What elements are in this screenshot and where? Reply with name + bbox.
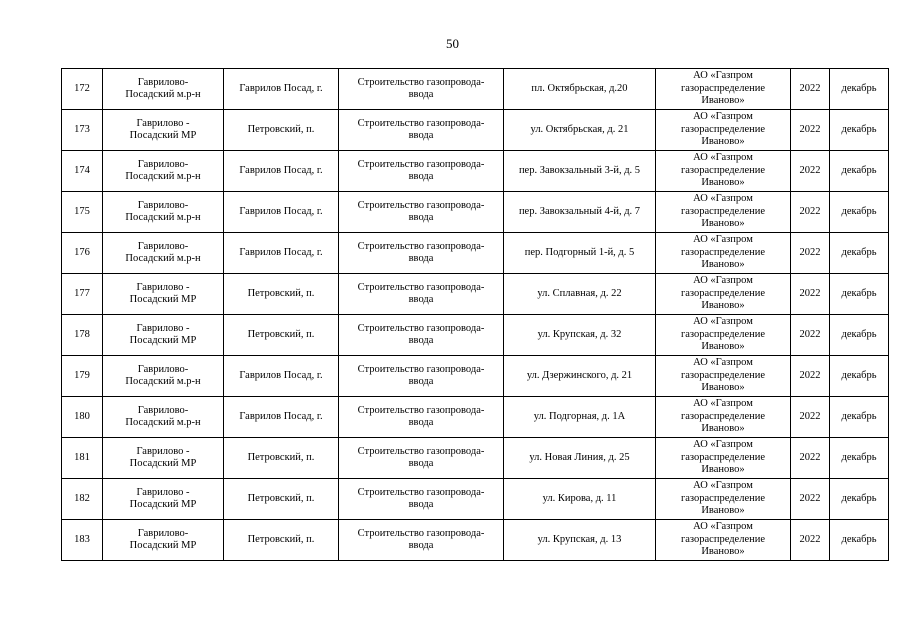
work-type-cell: Строительство газопровода- ввода: [339, 356, 504, 397]
municipality-cell: Гаврилово - Посадский МР: [103, 274, 224, 315]
row-number-cell: 172: [62, 69, 103, 110]
address-cell: пл. Октябрьская, д.20: [504, 69, 656, 110]
month-cell: декабрь: [830, 69, 889, 110]
organization-cell: АО «Газпром газораспределение Иваново»: [656, 192, 791, 233]
municipality-cell: Гаврилово- Посадский МР: [103, 520, 224, 561]
municipality-cell: Гаврилово - Посадский МР: [103, 110, 224, 151]
row-number-cell: 175: [62, 192, 103, 233]
locality-cell: Гаврилов Посад, г.: [224, 233, 339, 274]
municipality-cell: Гаврилово- Посадский м.р-н: [103, 69, 224, 110]
municipality-cell: Гаврилово- Посадский м.р-н: [103, 192, 224, 233]
work-type-cell: Строительство газопровода- ввода: [339, 69, 504, 110]
address-cell: ул. Сплавная, д. 22: [504, 274, 656, 315]
year-cell: 2022: [791, 151, 830, 192]
month-cell: декабрь: [830, 192, 889, 233]
locality-cell: Гаврилов Посад, г.: [224, 192, 339, 233]
organization-cell: АО «Газпром газораспределение Иваново»: [656, 438, 791, 479]
address-cell: ул. Крупская, д. 32: [504, 315, 656, 356]
municipality-cell: Гаврилово - Посадский МР: [103, 438, 224, 479]
month-cell: декабрь: [830, 397, 889, 438]
year-cell: 2022: [791, 479, 830, 520]
row-number-cell: 183: [62, 520, 103, 561]
year-cell: 2022: [791, 438, 830, 479]
year-cell: 2022: [791, 110, 830, 151]
table-row: [62, 110, 889, 151]
work-type-cell: Строительство газопровода- ввода: [339, 397, 504, 438]
address-cell: ул. Октябрьская, д. 21: [504, 110, 656, 151]
locality-cell: Петровский, п.: [224, 274, 339, 315]
table-row: [62, 192, 889, 233]
locality-cell: Гаврилов Посад, г.: [224, 69, 339, 110]
organization-cell: АО «Газпром газораспределение Иваново»: [656, 397, 791, 438]
locality-cell: Петровский, п.: [224, 110, 339, 151]
row-number-cell: 178: [62, 315, 103, 356]
municipality-cell: Гаврилово- Посадский м.р-н: [103, 397, 224, 438]
month-cell: декабрь: [830, 479, 889, 520]
locality-cell: Петровский, п.: [224, 520, 339, 561]
table-row: [62, 69, 889, 110]
year-cell: 2022: [791, 233, 830, 274]
locality-cell: Гаврилов Посад, г.: [224, 397, 339, 438]
row-number-cell: 179: [62, 356, 103, 397]
work-type-cell: Строительство газопровода- ввода: [339, 438, 504, 479]
municipality-cell: Гаврилово- Посадский м.р-н: [103, 151, 224, 192]
month-cell: декабрь: [830, 520, 889, 561]
organization-cell: АО «Газпром газораспределение Иваново»: [656, 69, 791, 110]
table-row: [62, 274, 889, 315]
work-type-cell: Строительство газопровода- ввода: [339, 110, 504, 151]
row-number-cell: 181: [62, 438, 103, 479]
organization-cell: АО «Газпром газораспределение Иваново»: [656, 315, 791, 356]
year-cell: 2022: [791, 274, 830, 315]
work-type-cell: Строительство газопровода- ввода: [339, 192, 504, 233]
table-body: [62, 69, 889, 561]
row-number-cell: 176: [62, 233, 103, 274]
organization-cell: АО «Газпром газораспределение Иваново»: [656, 520, 791, 561]
work-type-cell: Строительство газопровода- ввода: [339, 233, 504, 274]
municipality-cell: Гаврилово- Посадский м.р-н: [103, 233, 224, 274]
organization-cell: АО «Газпром газораспределение Иваново»: [656, 151, 791, 192]
month-cell: декабрь: [830, 356, 889, 397]
organization-cell: АО «Газпром газораспределение Иваново»: [656, 356, 791, 397]
table-row: [62, 438, 889, 479]
table-row: [62, 397, 889, 438]
row-number-cell: 182: [62, 479, 103, 520]
address-cell: ул. Новая Линия, д. 25: [504, 438, 656, 479]
address-cell: пер. Завокзальный 4-й, д. 7: [504, 192, 656, 233]
address-cell: ул. Дзержинского, д. 21: [504, 356, 656, 397]
year-cell: 2022: [791, 315, 830, 356]
address-cell: ул. Крупская, д. 13: [504, 520, 656, 561]
address-cell: ул. Кирова, д. 11: [504, 479, 656, 520]
work-type-cell: Строительство газопровода- ввода: [339, 151, 504, 192]
organization-cell: АО «Газпром газораспределение Иваново»: [656, 110, 791, 151]
address-cell: ул. Подгорная, д. 1А: [504, 397, 656, 438]
table-row: [62, 356, 889, 397]
month-cell: декабрь: [830, 110, 889, 151]
work-type-cell: Строительство газопровода- ввода: [339, 274, 504, 315]
month-cell: декабрь: [830, 233, 889, 274]
row-number-cell: 174: [62, 151, 103, 192]
table-row: [62, 520, 889, 561]
month-cell: декабрь: [830, 274, 889, 315]
gas-connection-table: [61, 68, 889, 561]
table-row: [62, 479, 889, 520]
table-row: [62, 151, 889, 192]
page-number: 50: [446, 36, 459, 51]
table-row: [62, 233, 889, 274]
month-cell: декабрь: [830, 315, 889, 356]
address-cell: пер. Завокзальный 3-й, д. 5: [504, 151, 656, 192]
row-number-cell: 173: [62, 110, 103, 151]
municipality-cell: Гаврилово - Посадский МР: [103, 479, 224, 520]
year-cell: 2022: [791, 520, 830, 561]
locality-cell: Петровский, п.: [224, 438, 339, 479]
year-cell: 2022: [791, 192, 830, 233]
locality-cell: Петровский, п.: [224, 479, 339, 520]
work-type-cell: Строительство газопровода- ввода: [339, 315, 504, 356]
address-cell: пер. Подгорный 1-й, д. 5: [504, 233, 656, 274]
municipality-cell: Гаврилово - Посадский МР: [103, 315, 224, 356]
row-number-cell: 177: [62, 274, 103, 315]
organization-cell: АО «Газпром газораспределение Иваново»: [656, 274, 791, 315]
organization-cell: АО «Газпром газораспределение Иваново»: [656, 479, 791, 520]
year-cell: 2022: [791, 356, 830, 397]
month-cell: декабрь: [830, 438, 889, 479]
municipality-cell: Гаврилово- Посадский м.р-н: [103, 356, 224, 397]
work-type-cell: Строительство газопровода- ввода: [339, 479, 504, 520]
table-row: [62, 315, 889, 356]
work-type-cell: Строительство газопровода- ввода: [339, 520, 504, 561]
year-cell: 2022: [791, 69, 830, 110]
locality-cell: Гаврилов Посад, г.: [224, 356, 339, 397]
row-number-cell: 180: [62, 397, 103, 438]
organization-cell: АО «Газпром газораспределение Иваново»: [656, 233, 791, 274]
locality-cell: Петровский, п.: [224, 315, 339, 356]
month-cell: декабрь: [830, 151, 889, 192]
year-cell: 2022: [791, 397, 830, 438]
locality-cell: Гаврилов Посад, г.: [224, 151, 339, 192]
